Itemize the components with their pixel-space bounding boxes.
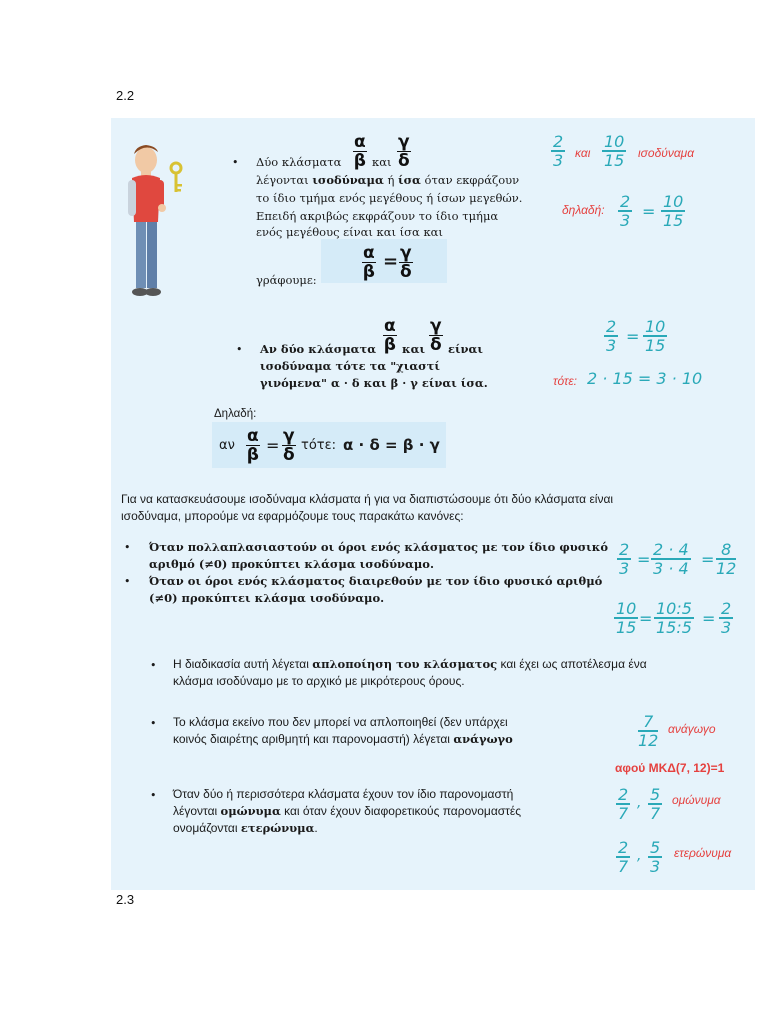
label-gcd: αφού ΜΚΔ(7, 12)=1 — [615, 761, 725, 775]
bullet: • — [150, 789, 157, 802]
text-line: Όταν δύο ή περισσότερα κλάσματα έχουν τον ίδιο παρονομαστή — [173, 787, 514, 801]
equals-sign: = — [639, 609, 653, 628]
fraction-2-3: 2 3 — [553, 132, 564, 170]
fraction-2-3: 2 3 — [619, 540, 630, 578]
equals-sign: = — [626, 327, 640, 346]
formula-text: τότε: — [301, 438, 337, 453]
text-line: γινόμενα" α · δ και β · γ είναι ίσα. — [260, 376, 488, 390]
fraction-10-15: 10 15 — [645, 317, 666, 355]
fraction-alpha-beta: α β — [383, 316, 396, 355]
boy-illustration — [122, 140, 190, 300]
fraction-gamma-delta: γ δ — [397, 132, 410, 171]
bullet: • — [124, 575, 131, 588]
text-line: κλάσμα ισοδύναμο με το αρχικό με μικρότερους όρους. — [173, 674, 465, 688]
fraction-2-7: 2 7 — [618, 838, 629, 876]
text-line: κοινός διαιρέτης αριθμητή και παρονομαστή) λέγεται ανάγωγο — [173, 732, 513, 746]
fraction-2x4-3x4: 2 · 4 3 · 4 — [653, 540, 689, 578]
text-line: και — [402, 342, 426, 356]
label-omonyma: ομώνυμα — [672, 793, 721, 807]
text-line: λέγονται ισοδύναμα ή ίσα όταν εκφράζουν — [256, 173, 520, 187]
text-line: και — [372, 155, 392, 169]
text-line: (≠0) προκύπτει κλάσμα ισοδύναμο. — [149, 591, 385, 605]
fraction-5-7: 5 7 — [650, 785, 661, 823]
bullet: • — [150, 717, 157, 730]
comma: , — [637, 848, 642, 864]
section-number-2-2: 2.2 — [116, 88, 135, 103]
text-line: Όταν οι όροι ενός κλάσματος διαιρεθούν με τον ίδιο φυσικό αριθμό — [149, 574, 603, 588]
comma: , — [637, 795, 642, 811]
text-line: Η διαδικασία αυτή λέγεται απλοποίηση του κλάσματος και έχει ως αποτέλεσμα ένα — [173, 657, 647, 671]
fraction-gamma-delta: γ δ — [282, 426, 295, 465]
text-line: ενός μεγέθους είναι και ίσα και — [256, 225, 443, 239]
label-dilad: δηλαδή: — [562, 203, 605, 217]
text-line: Όταν πολλαπλασιαστούν οι όροι ενός κλάσματος με τον ίδιο φυσικό — [149, 540, 609, 554]
fraction-7-12: 7 12 — [638, 712, 659, 750]
formula-product: α · δ = β · γ — [343, 436, 440, 454]
fraction-10-15: 10 15 — [616, 599, 637, 637]
text-line: ονομάζονται ετερώνυμα. — [173, 821, 318, 835]
label-kai: και — [575, 146, 591, 160]
text-line: το ίδιο τμήμα ενός μεγέθους ή ίσων μεγεθών. — [256, 191, 523, 205]
fraction-5-3: 5 3 — [650, 838, 661, 876]
fraction-2-3: 2 3 — [721, 599, 732, 637]
fraction-2-3: 2 3 — [620, 192, 631, 230]
label-tote: τότε: — [553, 374, 577, 388]
equals-sign: = — [266, 436, 280, 455]
fraction-gamma-delta: γ δ — [399, 243, 412, 282]
fraction-2-7: 2 7 — [618, 785, 629, 823]
formula-text: αν — [219, 438, 235, 453]
cross-product-example: 2 · 15 = 3 · 10 — [587, 369, 703, 388]
text-line: γράφουμε: — [256, 273, 317, 287]
text-line: αριθμό (≠0) προκύπτει κλάσμα ισοδύναμο. — [149, 557, 434, 571]
text-line: ισοδύναμα τότε τα "χιαστί — [260, 359, 440, 373]
text-line: Αν δύο κλάσματα — [260, 342, 377, 356]
equals-sign: = — [383, 251, 399, 272]
fraction-alpha-beta: α β — [353, 132, 366, 171]
fraction-alpha-beta: α β — [246, 426, 259, 465]
fraction-10-15: 10 15 — [604, 132, 625, 170]
label-eteronyma: ετερώνυμα — [674, 846, 732, 860]
text-line: λέγονται ομώνυμα και όταν έχουν διαφορετικούς παρονομαστές — [173, 804, 522, 818]
text-line: Επειδή ακριβώς εκφράζουν το ίδιο τμήμα — [256, 209, 499, 223]
bullet: • — [150, 659, 157, 672]
text-line: Το κλάσμα εκείνο που δεν μπορεί να απλοποιηθεί (δεν υπάρχει — [173, 715, 508, 729]
label-anagogo: ανάγωγο — [668, 722, 716, 736]
fraction-2-3: 2 3 — [606, 317, 617, 355]
equals-sign: = — [637, 550, 651, 569]
bullet: • — [124, 541, 131, 554]
section-number-2-3: 2.3 — [116, 892, 135, 907]
equals-sign: = — [642, 202, 656, 221]
key-icon — [171, 163, 182, 192]
label-dilad: Δηλαδή: — [214, 408, 257, 420]
bullet: • — [236, 343, 243, 356]
equals-sign: = — [701, 550, 715, 569]
fraction-gamma-delta: γ δ — [429, 316, 442, 355]
bullet: • — [232, 156, 239, 169]
text-line: είναι — [448, 342, 483, 356]
text-line: Για να κατασκευάσουμε ισοδύναμα κλάσματα ή για να διαπιστώσουμε ότι δύο κλάσματα είναι — [121, 492, 614, 506]
fraction-10-15: 10 15 — [663, 192, 684, 230]
equals-sign: = — [702, 609, 716, 628]
fraction-10div5-15div5: 10:5 15:5 — [656, 599, 692, 637]
fraction-8-12: 8 12 — [716, 540, 737, 578]
label-isodynama: ισοδύναμα — [638, 146, 695, 160]
text-line: Δύο κλάσματα — [256, 155, 342, 169]
fraction-alpha-beta: α β — [362, 243, 375, 282]
text-line: ισοδύναμα, μπορούμε να εφαρμόζουμε τους παρακάτω κανόνες: — [121, 509, 464, 523]
